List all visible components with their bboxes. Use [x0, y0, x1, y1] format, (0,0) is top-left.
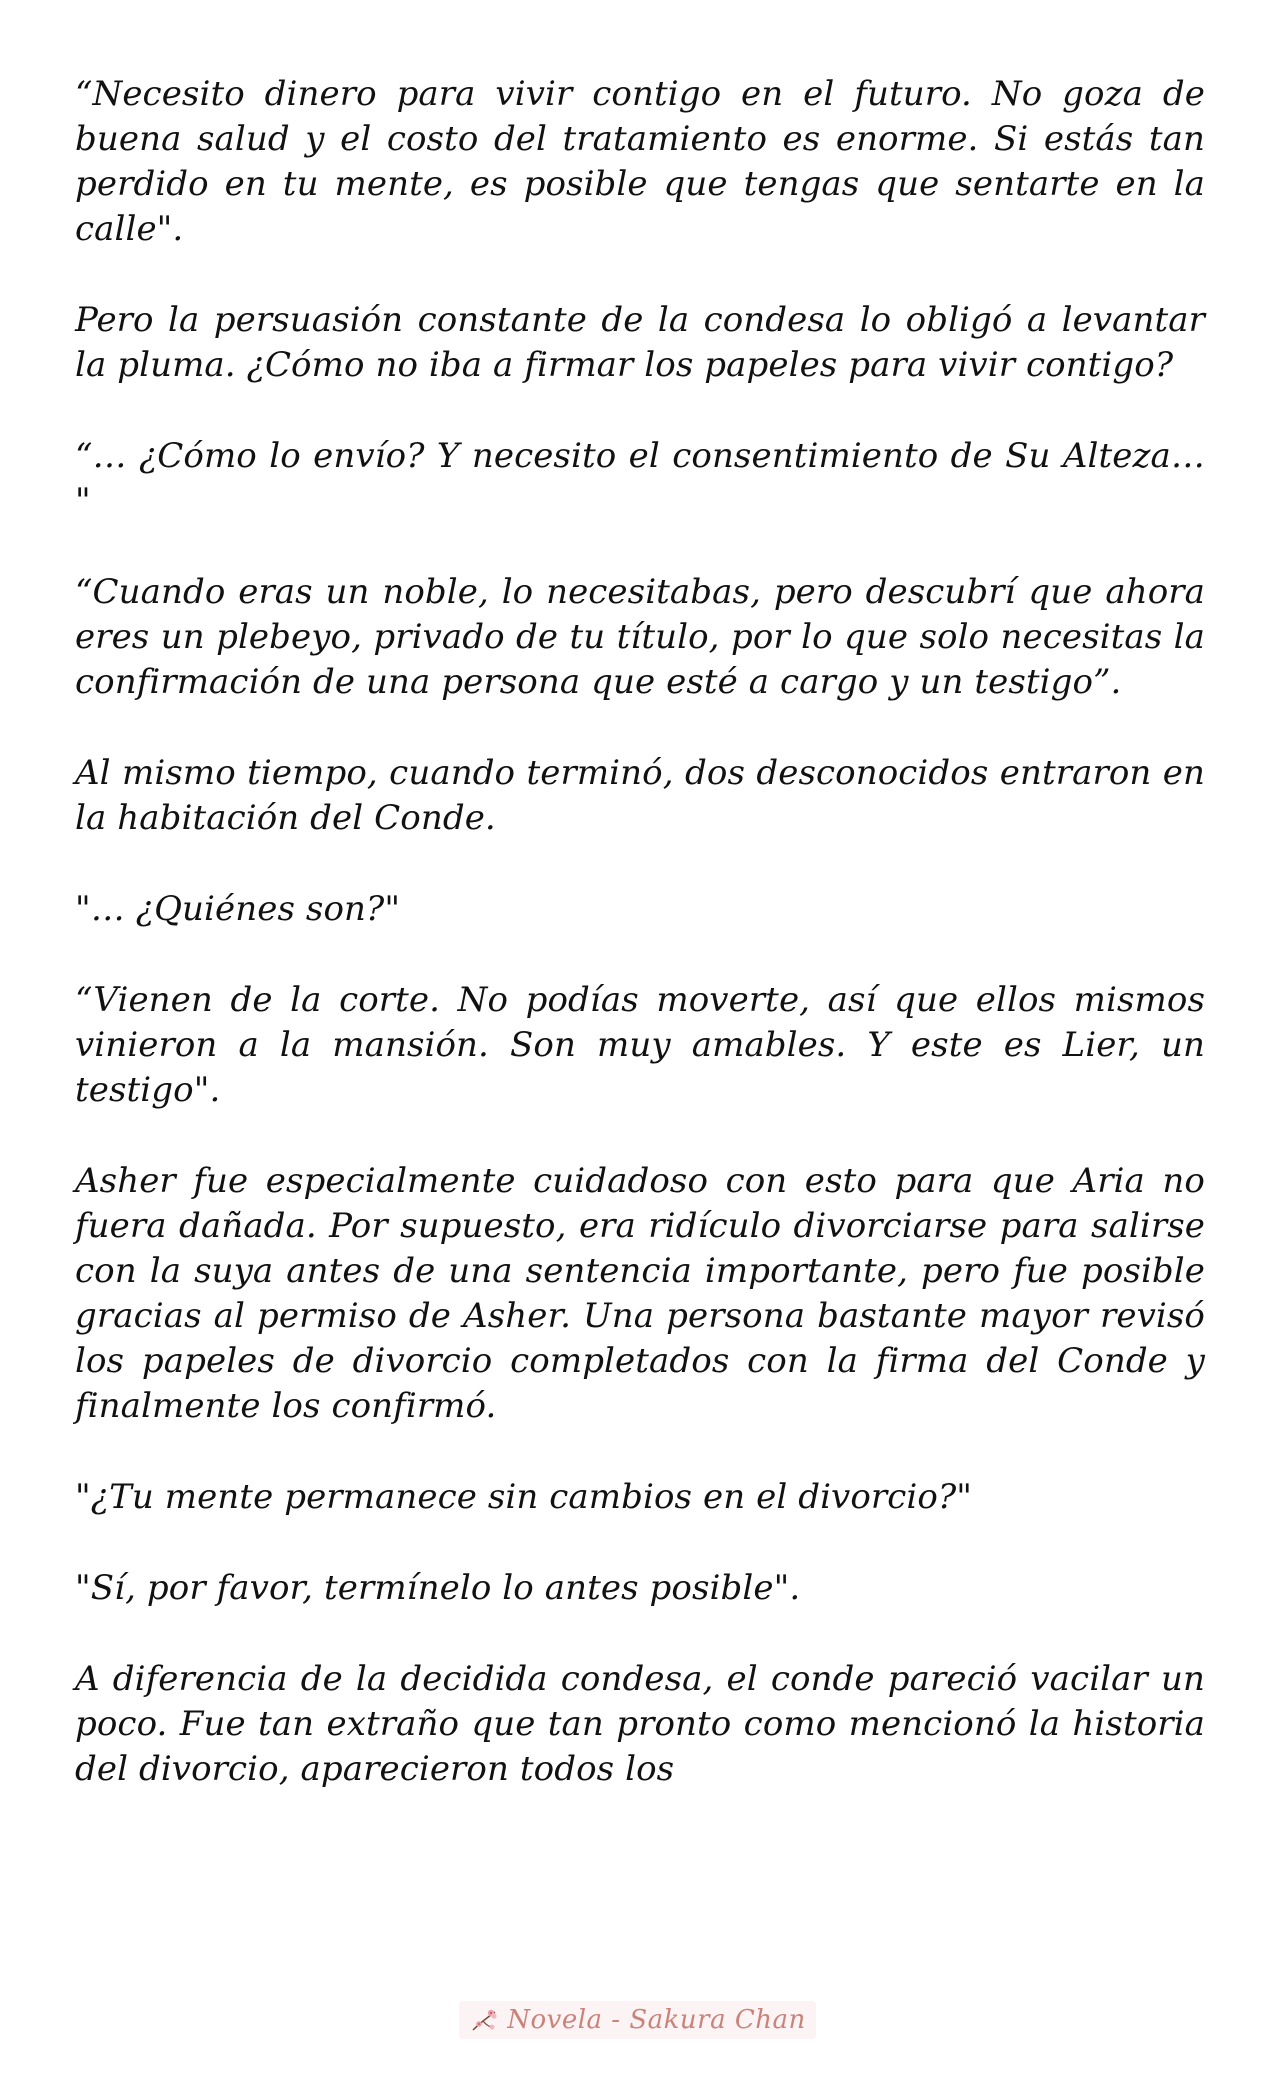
paragraph-9: "¿Tu mente permanece sin cambios en el divorcio?" [75, 1477, 973, 1517]
brand-text: Novela - Sakura Chan [507, 2005, 806, 2035]
paragraph-10: "Sí, por favor, termínelo lo antes posible". [75, 1568, 801, 1608]
paragraph-1: “Necesito dinero para vivir contigo en el futuro. No goza de buena salud y el costo del tratamiento es enorme. Si estás tan perdido en tu mente, es posible que tengas que sentarte en la calle". [75, 74, 1205, 249]
paragraph-11: A diferencia de la decidida condesa, el conde pareció vacilar un poco. Fue tan extraño que tan pronto como mencionó la historia del divorcio, aparecieron todos los [75, 1659, 1205, 1789]
brand-watermark [459, 2001, 816, 2039]
paragraph-6: "… ¿Quiénes son?" [75, 889, 401, 929]
paragraph-8: Asher fue especialmente cuidadoso con esto para que Aria no fuera dañada. Por supuesto, era ridículo divorciarse para salirse con la suya antes de una sentencia importante, pero fue posible gracias al permiso de Asher. Una persona bastante mayor revisó los papeles de divorcio completados con la firma del Conde y finalmente los confirmó. [75, 1161, 1205, 1426]
paragraph-3: “… ¿Cómo lo envío? Y necesito el consentimiento de Su Alteza… " [75, 436, 1205, 521]
document-body [75, 72, 1205, 1838]
paragraph-2: Pero la persuasión constante de la condesa lo obligó a levantar la pluma. ¿Cómo no iba a firmar los papeles para vivir contigo? [75, 300, 1205, 385]
cherry-blossom-icon [469, 2006, 499, 2034]
paragraph-4: “Cuando eras un noble, lo necesitabas, pero descubrí que ahora eres un plebeyo, privado de tu título, por lo que solo necesitas la confirmación de una persona que esté a cargo y un testigo”. [75, 572, 1205, 702]
paragraph-7: “Vienen de la corte. No podías moverte, así que ellos mismos vinieron a la mansión. Son muy amables. Y este es Lier, un testigo". [75, 980, 1205, 1110]
paragraph-5: Al mismo tiempo, cuando terminó, dos desconocidos entraron en la habitación del Conde. [75, 753, 1205, 838]
footer-watermark [0, 1995, 1275, 2045]
